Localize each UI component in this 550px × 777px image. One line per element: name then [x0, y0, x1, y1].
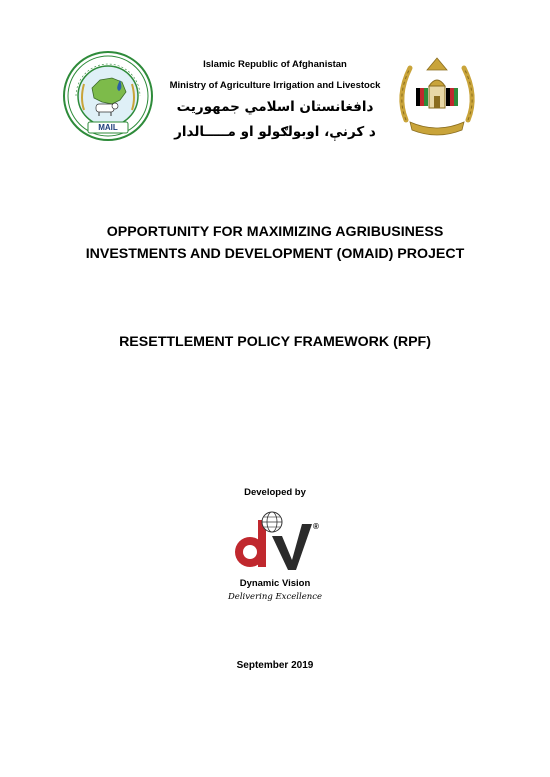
developer-tagline: Delivering Excellence: [227, 592, 323, 602]
afghanistan-emblem: [392, 50, 482, 142]
registered-mark: ®: [313, 522, 319, 531]
mail-logo: [62, 50, 154, 142]
header-ministry: Ministry of Agriculture Irrigation and Livestock: [169, 80, 381, 91]
emblem-icon: [392, 50, 482, 142]
developed-by-label: Developed by: [244, 487, 306, 498]
document-date: September 2019: [236, 660, 314, 671]
document-subtitle: RESETTLEMENT POLICY FRAMEWORK (RPF): [119, 334, 431, 350]
dynamic-vision-logo: [228, 510, 324, 576]
document-title-line1: OPPORTUNITY FOR MAXIMIZING AGRIBUSINESS: [106, 224, 444, 240]
developer-name: Dynamic Vision: [239, 578, 311, 589]
header-country-pashto: دافغانستان اسلامي جمهوريت: [176, 99, 374, 115]
header-ministry-pashto: د كرنې، اوبولګولو او مـــــالدار: [174, 124, 376, 140]
mail-logo-label: MAIL: [98, 123, 118, 132]
dv-logo-icon: [228, 510, 324, 576]
document-title-line2: INVESTMENTS AND DEVELOPMENT (OMAID) PROJECT: [85, 246, 465, 262]
header-country: Islamic Republic of Afghanistan: [203, 59, 347, 70]
